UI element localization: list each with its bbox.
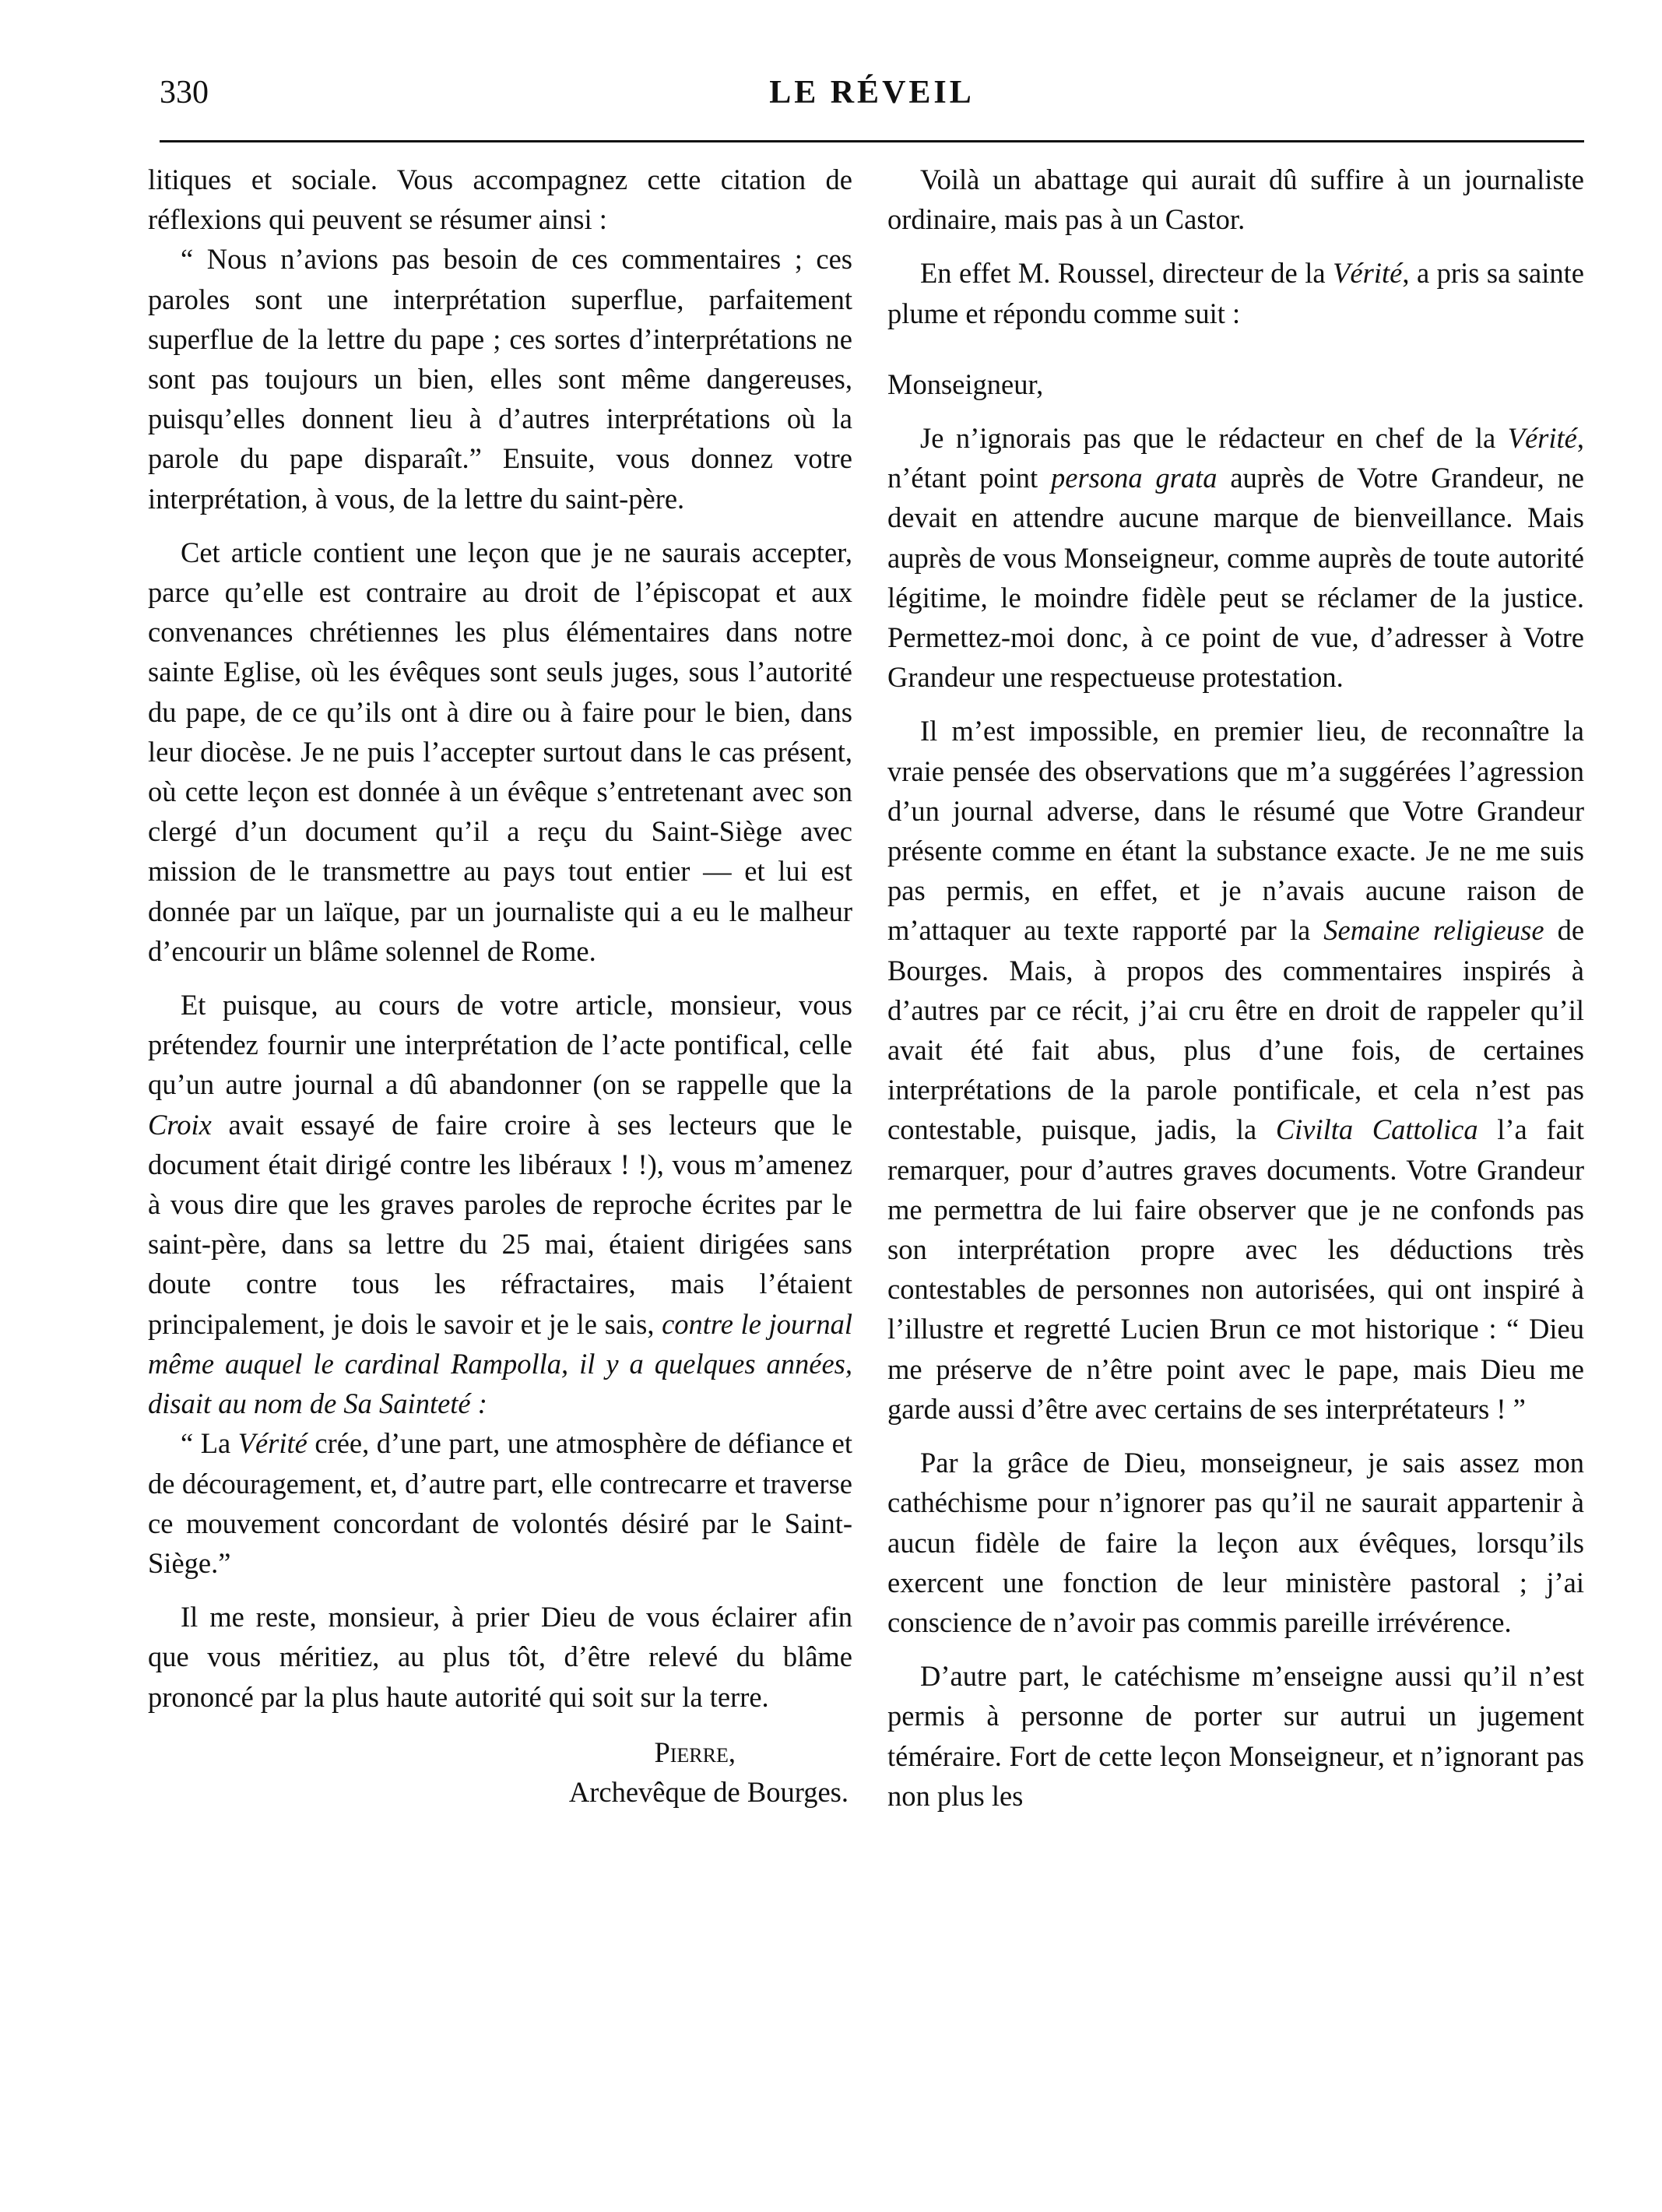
paragraph-text: l’a fait remarquer, pour d’autres graves documents. Votre Grandeur me permettra de lui faire observer que je ne confonds pas son interprétation propre avec les déductions très contestables de personnes non autorisées, qui ont inspiré à l’illustre et regretté Lucien Brun ce mot historique : “ Dieu me préserve de n’être point avec le pape, mais Dieu me garde aussi d’être avec certains de ses interprétateurs ! ” — [887, 1113, 1584, 1425]
signature-name: Pierre, — [654, 1735, 736, 1768]
paragraph-text: “ La — [181, 1427, 238, 1460]
paragraph-text: Je n’ignorais pas que le rédacteur en chef de la — [920, 422, 1508, 455]
paragraph: Voilà un abattage qui aurait dû suffire à un journaliste ordinaire, mais pas à un Castor. — [887, 164, 1584, 236]
paragraph: Cet article contient une leçon que je ne saurais accepter, parce qu’elle est contraire au droit de l’épiscopat et aux convenances chrétiennes les plus élémentaires dans notre sainte Eglise, où les évêques sont seuls juges, sous l’autorité du pape, de ce qu’ils ont à dire ou à faire pour le bien, dans leur diocèse. Je ne puis l’accepter surtout dans le cas présent, où cette leçon est donnée à un évêque s’entretenant avec son clergé d’un document qu’il a reçu du Saint-Siège avec mission de le transmettre au pays tout entier — et lui est donnée par un laïque, par un journaliste qui a eu le malheur d’encourir un blâme solennel de Rome. — [148, 536, 852, 967]
paragraph-text: crée, d’une part, une atmosphère de défiance et de découragement, et, d’autre part, elle contrecarre et traverse ce mouvement concordant de volontés désiré par le Saint-Siège.” — [148, 1427, 852, 1579]
paragraph-text: Il m’est impossible, en premier lieu, de reconnaître la vraie pensée des observations que m’a suggérées l’agression d’un journal adverse, dans le résumé que Votre Grandeur présente comme en étant la substance exacte. Je ne me suis pas permis, en effet, et je n’avais aucune raison de m’attaquer au texte rapporté par la — [887, 715, 1584, 947]
paragraph — [887, 418, 1584, 697]
paragraph-text: avait essayé de faire croire à ses lecteurs que le document était dirigé contre les libéraux ! !), vous m’amenez à vous dire que les graves paroles de reproche écrites par le saint-père, dans sa lettre du 25 mai, étaient dirigées sans doute contre tous les réfractaires, mais l’étaient principalement, je dois le savoir et je le sais, — [148, 1108, 852, 1340]
signature-title: Archevêque de Bourges. — [568, 1775, 849, 1808]
page-number: 330 — [160, 75, 209, 111]
letter-salutation: Monseigneur, — [887, 367, 1044, 400]
latin-phrase: persona grata — [1051, 462, 1218, 494]
journal-title: Vérité — [1507, 422, 1577, 455]
journal-title: Civilta Cattolica — [1275, 1113, 1478, 1146]
paragraph: Par la grâce de Dieu, monseigneur, je sais assez mon cathéchisme pour n’ignorer pas qu’il ne saurait appartenir à aucun fidèle de faire la leçon aux évêques, lorsqu’ils exercent une fonction de leur ministère pastoral ; j’ai conscience de n’avoir pas commis pareille irrévérence. — [887, 1447, 1584, 1638]
paragraph-text: auprès de Votre Grandeur, ne devait en attendre aucune marque de bienveillance. Mais auprès de vous Monseigneur, comme auprès de toute autorité légitime, le moindre fidèle peut se réclamer de la justice. Permettez-moi donc, à ce point de vue, d’adresser à Votre Grandeur une respectueuse protestation. — [887, 462, 1584, 694]
paragraph — [887, 711, 1584, 1429]
paragraph: “ Nous n’avions pas besoin de ces commentaires ; ces paroles sont une interprétation superflue, parfaitement superflue de la lettre du pape ; ces sortes d’interprétations ne sont pas toujours un bien, elles sont même dangereuses, puisqu’elles donnent lieu à d’autres interprétations où la parole du pape disparaît.” Ensuite, vous donnez votre interprétation, à vous, de la lettre du saint-père. — [148, 243, 852, 515]
journal-title: Vérité — [1333, 257, 1403, 290]
paragraph: litiques et sociale. Vous accompagnez cette citation de réflexions qui peuvent se résumer ainsi : — [148, 164, 852, 236]
paragraph-text: de Bourges. Mais, à propos des commentaires inspirés à d’autres par ce récit, j’ai cru être en droit de rappeler qu’il avait été fait abus, plus d’une fois, de certaines interprétations de la parole pontificale, et cela n’est pas contestable, puisque, jadis, la — [887, 914, 1585, 1146]
paragraph — [887, 253, 1584, 332]
journal-title: Croix — [148, 1108, 212, 1141]
right-column — [887, 160, 1584, 1816]
paragraph-text: En effet M. Roussel, directeur de la — [920, 257, 1333, 290]
paragraph: D’autre part, le catéchisme m’enseigne aussi qu’il n’est permis à personne de porter sur autrui un jugement téméraire. Fort de cette leçon Monseigneur, et n’ignorant pas non plus les — [887, 1660, 1584, 1812]
header-rule — [160, 140, 1584, 142]
running-title: LE RÉVEIL — [769, 75, 975, 111]
paragraph-text: , a pris sa sainte plume et répondu comme suit : — [887, 257, 1584, 329]
journal-title: Vérité — [237, 1427, 307, 1460]
paragraph-text: , n’étant point — [887, 422, 1584, 494]
paragraph — [148, 985, 852, 1423]
paragraph: Il me reste, monsieur, à prier Dieu de vous éclairer afin que vous méritiez, au plus tôt, d’être relevé du blâme prononcé par la plus haute autorité qui soit sur la terre. — [148, 1601, 852, 1713]
paragraph — [148, 1423, 852, 1583]
page-header — [160, 74, 1584, 128]
paragraph-text: Et puisque, au cours de votre article, monsieur, vous prétendez fournir une interprétation de l’acte pontifical, celle qu’un autre journal a dû abandonner (on se rappelle que la — [148, 989, 852, 1101]
journal-title: Semaine religieuse — [1323, 914, 1544, 947]
left-column — [148, 160, 852, 1812]
italic-quote: contre le journal même auquel le cardinal Rampolla, il y a quelques années, disait au nom de Sa Sainteté : — [148, 1307, 852, 1420]
